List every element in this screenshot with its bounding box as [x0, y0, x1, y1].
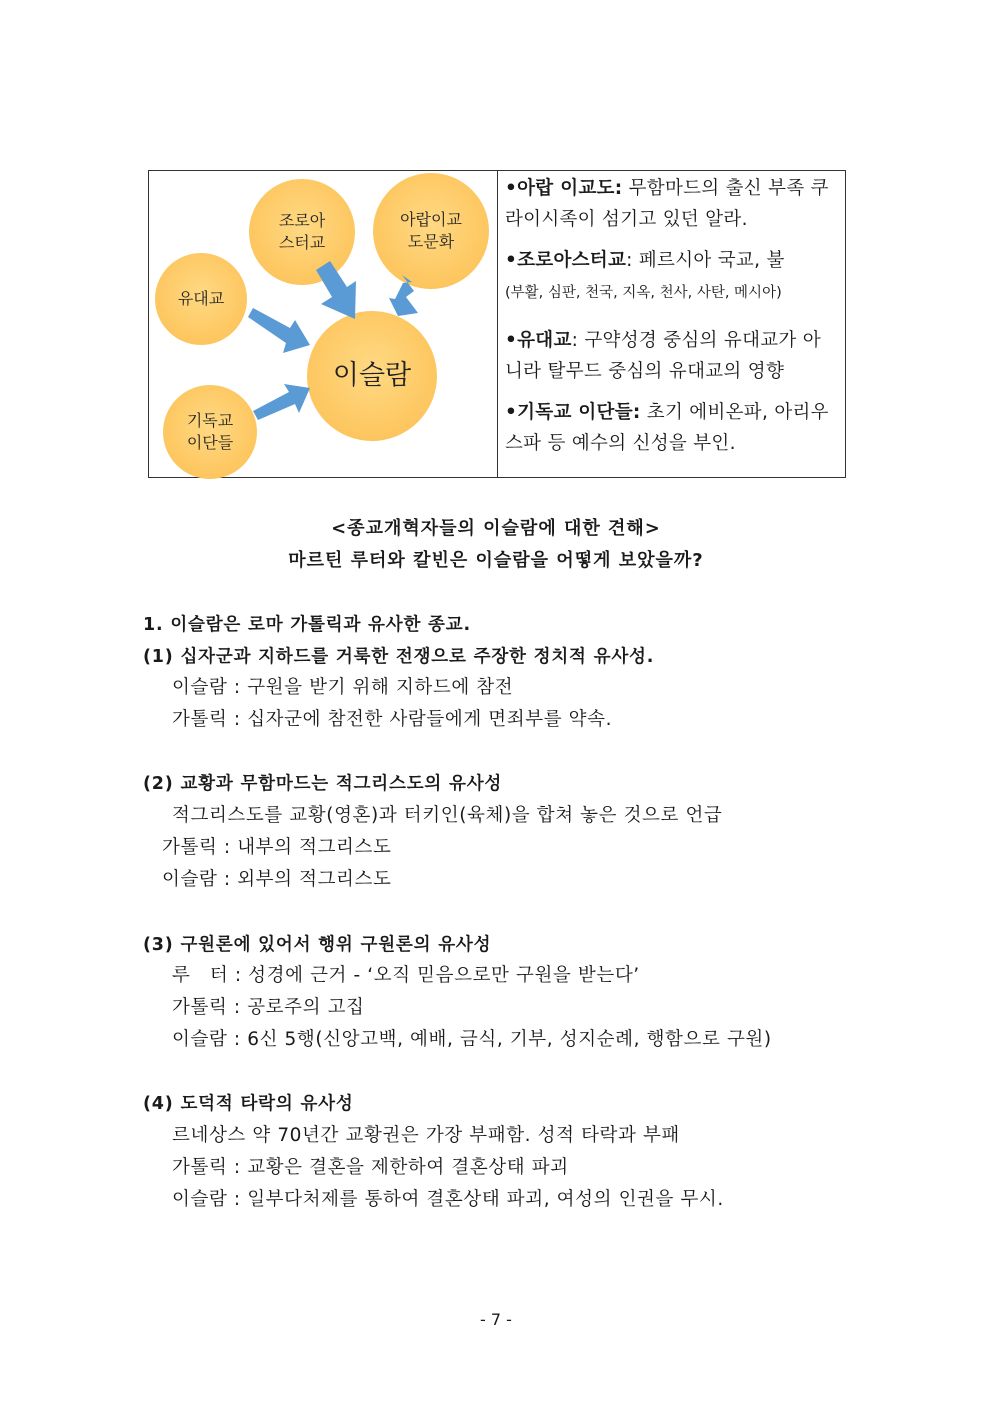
subpoint-4-renaissance: 르네상스 약 70년간 교황권은 가장 부패함. 성적 타락과 부패 [172, 1125, 680, 1146]
subpoint-1-heading: (1) 십자군과 지하드를 거룩한 전쟁으로 주장한 정치적 유사성. [143, 647, 655, 667]
note-zoroastrianism-term: •조로아스터교 [505, 250, 627, 271]
subpoint-2-catholic: 가톨릭 : 내부의 적그리스도 [162, 837, 392, 858]
page-number: - 7 - [480, 1310, 512, 1329]
subpoint-4-heading: (4) 도덕적 타락의 유사성 [143, 1094, 354, 1114]
note-zoroastrianism-sub: (부활, 심판, 천국, 지옥, 천사, 사탄, 메시아) [505, 285, 782, 301]
note-judaism-term: •유대교 [505, 330, 572, 351]
influence-figure-box [148, 170, 846, 478]
influence-diagram [149, 171, 497, 477]
subpoint-3-islam: 이슬람 : 6신 5행(신앙고백, 예배, 금식, 기부, 성지순례, 행함으로 구원) [172, 1029, 772, 1050]
influence-notes [505, 173, 839, 459]
section-subtitle: 마르틴 루터와 칼빈은 이슬람을 어떻게 보았을까? [288, 550, 704, 571]
note-arab-pagans [505, 173, 839, 235]
note-heresies-term: •기독교 이단들: [505, 402, 641, 423]
note-zoroastrianism-text: : 페르시아 국교, 불 [626, 250, 785, 271]
subpoint-4-catholic: 가톨릭 : 교황은 결혼을 제한하여 결혼상태 파괴 [172, 1157, 569, 1178]
circle-zoroastrianism-label: 조로아 스터교 [278, 211, 326, 252]
note-arab-pagans-text: 무함마드의 출신 부족 쿠라이시족이 섬기고 있던 알라. [505, 178, 829, 230]
note-christian-heresies [505, 397, 839, 459]
circle-islam-label: 이슬람 [332, 360, 412, 391]
note-judaism-text: : 구약성경 중심의 유대교가 아니라 탈무드 중심의 유대교의 영향 [505, 330, 821, 382]
point-1-heading: 1. 이슬람은 로마 가톨릭과 유사한 종교. [143, 615, 471, 635]
subpoint-3-catholic: 가톨릭 : 공로주의 고집 [172, 997, 365, 1018]
circle-judaism-label: 유대교 [177, 289, 225, 308]
section-title: <종교개혁자들의 이슬람에 대한 견해> [331, 518, 661, 539]
note-zoroastrianism [505, 245, 839, 307]
subpoint-1-catholic: 가톨릭 : 십자군에 참전한 사람들에게 면죄부를 약속. [172, 709, 613, 730]
note-arab-pagans-term: •아랍 이교도: [505, 178, 623, 199]
arrow-heresies-to-islam [149, 171, 497, 477]
circle-arab-pagan-label: 아랍이교 도문화 [400, 210, 462, 251]
subpoint-3-heading: (3) 구원론에 있어서 행위 구원론의 유사성 [143, 935, 492, 955]
circle-heresies-label: 기독교 이단들 [186, 411, 234, 452]
subpoint-2-description: 적그리스도를 교황(영혼)과 터키인(육체)을 합쳐 놓은 것으로 언급 [172, 805, 723, 826]
subpoint-1-islam: 이슬람 : 구원을 받기 위해 지하드에 참전 [172, 677, 514, 698]
note-heresies-text: 초기 에비온파, 아리우스파 등 예수의 신성을 부인. [505, 402, 829, 454]
box-divider [497, 171, 498, 477]
subpoint-4-islam: 이슬람 : 일부다처제를 통하여 결혼상태 파괴, 여성의 인권을 무시. [172, 1189, 724, 1210]
subpoint-2-heading: (2) 교황과 무함마드는 적그리스도의 유사성 [143, 774, 503, 794]
subpoint-2-islam: 이슬람 : 외부의 적그리스도 [162, 869, 392, 890]
note-judaism [505, 325, 839, 387]
subpoint-3-luther: 루 터 : 성경에 근거 - ‘오직 믿음으로만 구원을 받는다’ [172, 965, 640, 986]
